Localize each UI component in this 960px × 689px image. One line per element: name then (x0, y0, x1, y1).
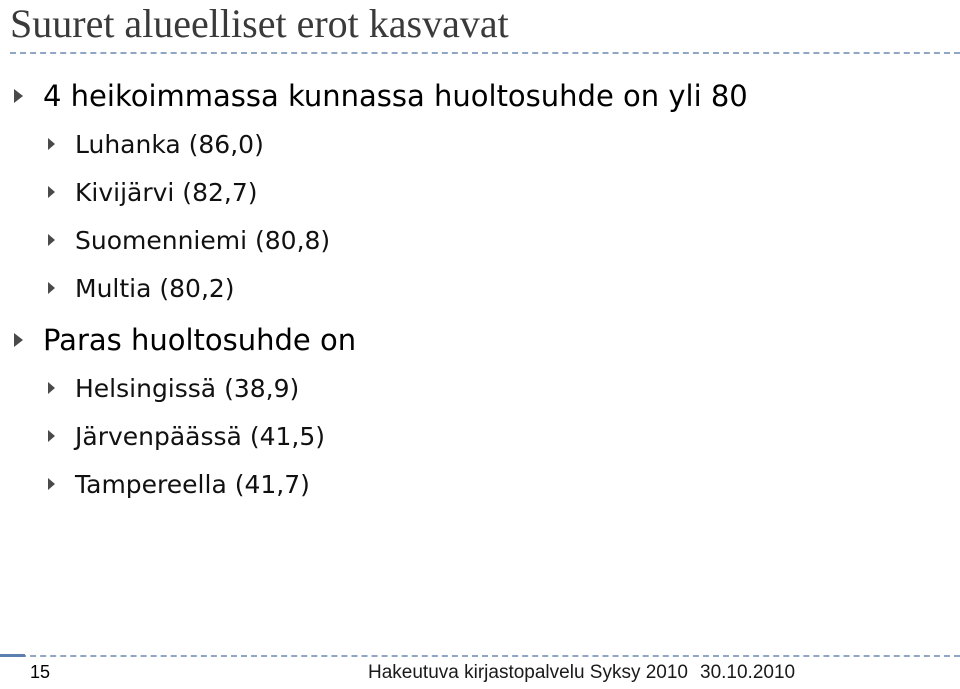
footer-divider (0, 655, 960, 657)
triangle-bullet-icon (48, 282, 55, 294)
sub-bullet-item (48, 368, 299, 408)
footer-accent-bar (0, 654, 25, 657)
page-number: 15 (30, 662, 51, 682)
sub-bullet-text: Helsingissä (38,9) (75, 373, 300, 403)
sub-bullet-text: Multia (80,2) (75, 273, 235, 303)
sub-bullet-text: Järvenpäässä (41,5) (75, 421, 325, 451)
sub-bullet-text: Tampereella (41,7) (75, 469, 310, 499)
bullet-item (14, 316, 356, 364)
sub-bullet-item (48, 464, 310, 504)
footer-text: Hakeutuva kirjastopalvelu Syksy 2010 (368, 662, 689, 683)
triangle-bullet-icon (48, 186, 55, 198)
title-divider (10, 52, 960, 54)
triangle-bullet-icon (48, 382, 55, 394)
sub-bullet-item (48, 172, 257, 212)
sub-bullet-text: Suomenniemi (80,8) (75, 225, 331, 255)
sub-bullet-item (48, 220, 330, 260)
triangle-bullet-icon (48, 138, 55, 150)
sub-bullet-text: Kivijärvi (82,7) (75, 177, 258, 207)
sub-bullet-item (48, 124, 264, 164)
bullet-item (14, 72, 748, 120)
triangle-bullet-icon (48, 478, 55, 490)
footer-date: 30.10.2010 (700, 662, 796, 683)
triangle-bullet-icon (14, 89, 23, 103)
sub-bullet-item (48, 416, 325, 456)
sub-bullet-item (48, 268, 235, 308)
sub-bullet-text: Luhanka (86,0) (75, 129, 264, 159)
triangle-bullet-icon (48, 234, 55, 246)
triangle-bullet-icon (14, 333, 23, 347)
bullet-text: Paras huoltosuhde on (43, 323, 357, 357)
triangle-bullet-icon (48, 430, 55, 442)
bullet-text: 4 heikoimmassa kunnassa huoltosuhde on yli 80 (43, 79, 748, 113)
slide-title: Suuret alueelliset erot kasvavat (10, 1, 509, 46)
